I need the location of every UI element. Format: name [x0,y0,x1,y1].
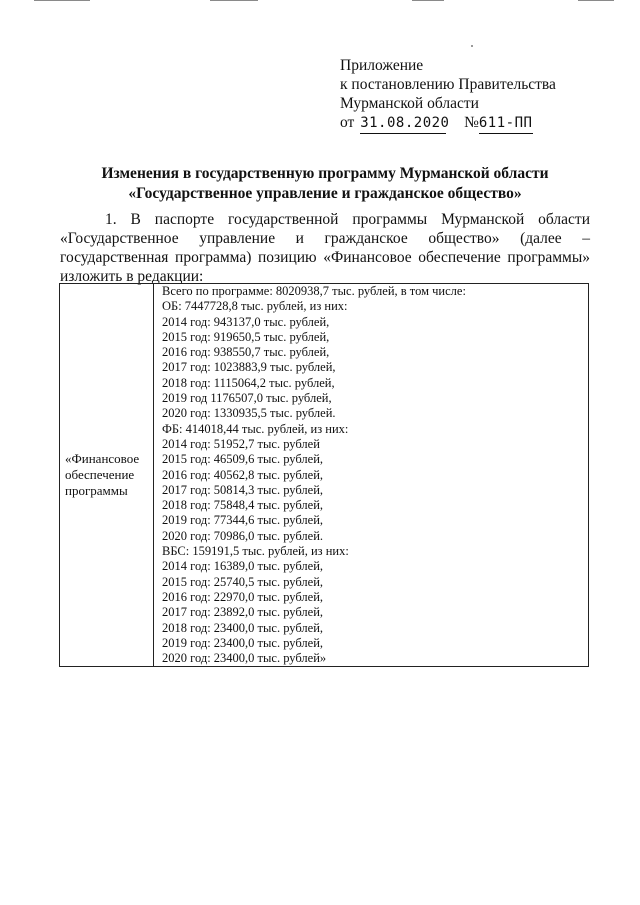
title-line: Изменения в государственную программу Мурманской области [101,165,549,182]
financing-row: 2016 год: 40562,8 тыс. рублей, [162,467,324,482]
financing-row: 2019 год: 23400,0 тыс. рублей, [162,635,324,650]
financing-row: 2016 год: 938550,7 тыс. рублей, [162,345,330,360]
financing-values-cell [154,284,589,667]
date-prefix: от [340,114,355,131]
financing-row: 2020 год: 23400,0 тыс. рублей» [162,651,327,666]
financing-row: 2020 год: 70986,0 тыс. рублей. [162,528,324,543]
appendix-line: Мурманской области [340,95,479,112]
scan-artifact [578,0,614,1]
financing-row: ФБ: 414018,44 тыс. рублей, из них: [162,421,349,436]
financing-row: 2018 год: 1115064,2 тыс. рублей, [162,375,335,390]
scan-speck [471,45,473,47]
financing-row: ОБ: 7447728,8 тыс. рублей, из них: [162,299,348,314]
financing-row: ВБС: 159191,5 тыс. рублей, из них: [162,544,349,559]
appendix-line: к постановлению Правительства [340,76,556,93]
scan-artifact [412,0,444,1]
financing-row: 2014 год: 16389,0 тыс. рублей, [162,559,324,574]
financing-row: 2016 год: 22970,0 тыс. рублей, [162,589,324,604]
resolution-date: 31.08.2020 [360,114,446,134]
scan-artifact [34,0,90,1]
financing-row: 2015 год: 919650,5 тыс. рублей, [162,329,330,344]
financing-row: 2014 год: 51952,7 тыс. рублей [162,436,320,451]
financing-row: 2018 год: 23400,0 тыс. рублей, [162,620,324,635]
appendix-line: Приложение [340,57,424,74]
financing-row: 2019 год 1176507,0 тыс. рублей, [162,391,332,406]
financing-row: 2017 год: 23892,0 тыс. рублей, [162,605,324,620]
title-line: «Государственное управление и гражданское общество» [128,185,522,202]
paragraph-text: В паспорте государственной программы Мурманской области «Государственное управление и гражданское общество» (далее – государственная программа) позицию «Финансовое обеспечение программы» изложить в редакции: [60,211,590,285]
paragraph-number: 1. [105,211,117,228]
resolution-number: 611-ПП [479,114,533,134]
resolution-date-line [340,113,630,134]
appendix-header [340,56,630,134]
financing-row: 2020 год: 1330935,5 тыс. рублей. [162,406,336,421]
financing-row: 2019 год: 77344,6 тыс. рублей, [162,513,324,528]
financing-label-cell [60,284,154,667]
financing-row: 2014 год: 943137,0 тыс. рублей, [162,314,330,329]
table-row [60,284,589,667]
financing-row: 2015 год: 25740,5 тыс. рублей, [162,574,324,589]
financing-row: 2017 год: 50814,3 тыс. рублей, [162,482,324,497]
document-title [60,164,590,204]
number-prefix: № [464,114,479,131]
financing-row: 2017 год: 1023883,9 тыс. рублей, [162,360,336,375]
financing-row: Всего по программе: 8020938,7 тыс. рублей, в том числе: [162,284,466,298]
financing-row: 2015 год: 46509,6 тыс. рублей, [162,452,324,467]
scan-artifact [210,0,258,1]
financing-label: «Финансовое обеспечение программы [65,451,140,499]
financing-table [59,283,589,667]
financing-row: 2018 год: 75848,4 тыс. рублей, [162,498,324,513]
paragraph-1 [60,210,590,286]
